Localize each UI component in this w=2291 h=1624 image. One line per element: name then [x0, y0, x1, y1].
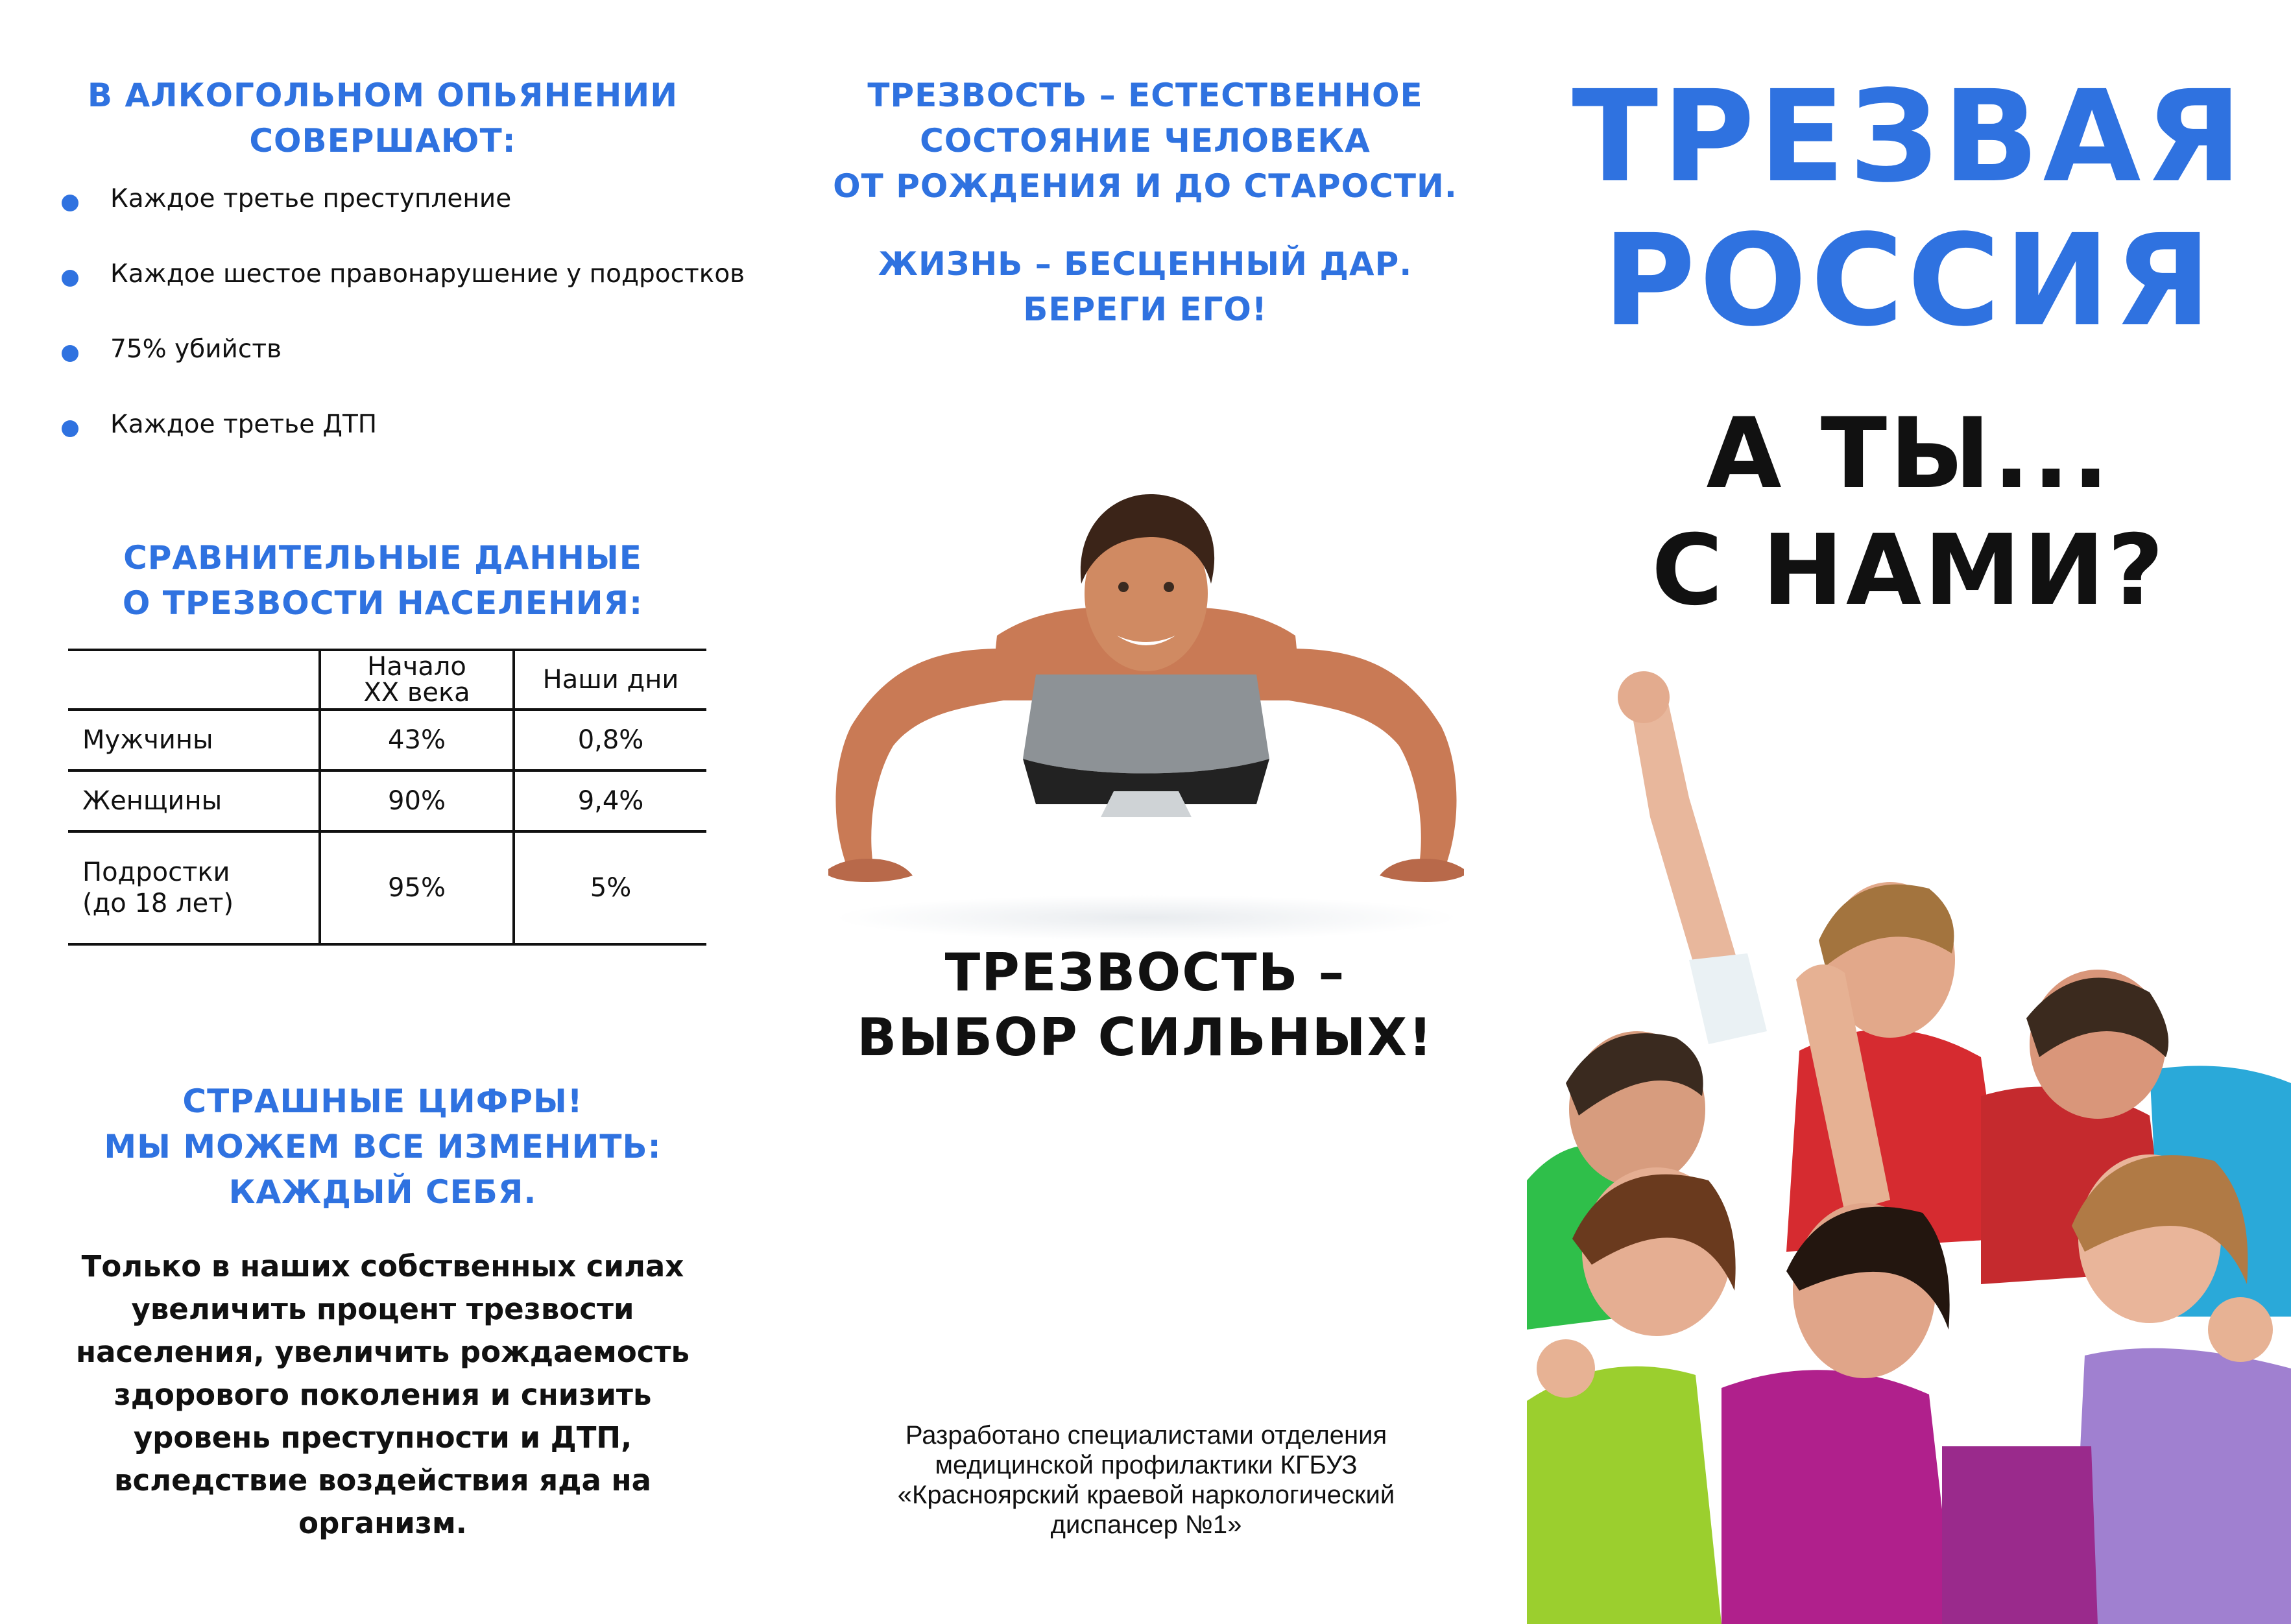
life-gift-heading	[763, 241, 1527, 332]
table-row	[68, 710, 706, 770]
left-panel	[0, 0, 763, 1624]
heading-line: СРАВНИТЕЛЬНЫЕ ДАННЫЕ	[123, 539, 642, 577]
crime-list	[62, 183, 745, 484]
comparison-heading	[39, 535, 726, 626]
bullet-icon	[62, 195, 78, 211]
body-line: увеличить процент трезвости	[131, 1292, 634, 1326]
table-cell: 5%	[514, 831, 706, 944]
table-cell: 95%	[320, 831, 514, 944]
alcohol-heading	[39, 73, 726, 163]
slogan-line: ВЫБОР СИЛЬНЫХ!	[857, 1007, 1433, 1068]
subtitle-line: С НАМИ?	[1651, 514, 2166, 627]
table-cell: Женщины	[68, 770, 320, 831]
table-header-cell: Наши дни	[514, 650, 706, 710]
list-item-text: 75% убийств	[110, 335, 282, 364]
table-cell: 9,4%	[514, 770, 706, 831]
credit-line: диспансер №1»	[1050, 1511, 1242, 1539]
body-line: населения, увеличить рождаемость	[76, 1335, 690, 1369]
title-line: РОССИЯ	[1602, 207, 2216, 354]
scary-numbers-heading	[39, 1079, 726, 1215]
table-cell: Мужчины	[68, 710, 320, 770]
heading-line: БЕРЕГИ ЕГО!	[1023, 291, 1267, 328]
main-title	[1527, 65, 2291, 353]
cell-text: Подростки (до 18 лет)	[82, 857, 234, 918]
sobriety-table	[68, 649, 706, 946]
list-item-text: Каждое третье ДТП	[110, 410, 378, 439]
list-item	[62, 409, 745, 484]
list-item-text: Каждое третье преступление	[110, 184, 512, 213]
heading-line: ЖИЗНЬ – БЕСЦЕННЫЙ ДАР.	[878, 245, 1413, 283]
slogan	[763, 940, 1527, 1070]
list-item	[62, 183, 745, 258]
credit-text	[815, 1420, 1477, 1540]
table-header-row	[68, 650, 706, 710]
credit-line: медицинской профилактики КГБУЗ	[935, 1451, 1358, 1479]
heading-line: СОВЕРШАЮТ:	[249, 122, 516, 160]
list-item-text: Каждое шестое правонарушение у подростков	[110, 259, 745, 289]
body-line: здорового поколения и снизить	[114, 1378, 652, 1412]
table-header-cell	[320, 650, 514, 710]
heading-line: КАЖДЫЙ СЕБЯ.	[228, 1173, 537, 1211]
bullet-icon	[62, 420, 78, 437]
pushup-man-photo	[789, 454, 1503, 947]
body-line: уровень преступности и ДТП,	[133, 1420, 632, 1455]
heading-line: МЫ МОЖЕМ ВСЕ ИЗМЕНИТЬ:	[104, 1128, 662, 1165]
table-row	[68, 770, 706, 831]
subtitle	[1527, 396, 2291, 629]
credit-line: Разработано специалистами отделения	[905, 1421, 1387, 1450]
list-item	[62, 333, 745, 409]
header-text: Начало XX века	[363, 652, 470, 708]
heading-line: В АЛКОГОЛЬНОМ ОПЬЯНЕНИИ	[87, 77, 678, 114]
body-paragraph	[52, 1245, 714, 1545]
heading-line: ОТ РОЖДЕНИЯ И ДО СТАРОСТИ.	[833, 167, 1457, 205]
bullet-icon	[62, 345, 78, 362]
body-line: вследствие воздействия яда на	[114, 1463, 651, 1498]
table-cell: 0,8%	[514, 710, 706, 770]
heading-line: СОСТОЯНИЕ ЧЕЛОВЕКА	[920, 122, 1371, 160]
credit-line: «Красноярский краевой наркологический	[897, 1481, 1395, 1509]
table-row	[68, 831, 706, 944]
happy-group-photo	[1527, 668, 2291, 1624]
title-line: ТРЕЗВАЯ	[1572, 63, 2246, 210]
list-item	[62, 258, 745, 333]
right-panel	[1527, 0, 2291, 1624]
bullet-icon	[62, 270, 78, 287]
subtitle-line: А ТЫ...	[1706, 398, 2112, 510]
body-line: организм.	[298, 1506, 467, 1540]
sobriety-natural-heading	[763, 73, 1527, 209]
table-cell	[68, 831, 320, 944]
table-header-cell	[68, 650, 320, 710]
body-line: Только в наших собственных силах	[81, 1249, 684, 1284]
table-cell: 90%	[320, 770, 514, 831]
heading-line: О ТРЕЗВОСТИ НАСЕЛЕНИЯ:	[122, 584, 643, 622]
slogan-line: ТРЕЗВОСТЬ –	[944, 942, 1346, 1003]
heading-line: СТРАШНЫЕ ЦИФРЫ!	[182, 1082, 583, 1120]
table-cell: 43%	[320, 710, 514, 770]
heading-line: ТРЕЗВОСТЬ – ЕСТЕСТВЕННОЕ	[867, 77, 1423, 114]
middle-panel	[763, 0, 1527, 1624]
